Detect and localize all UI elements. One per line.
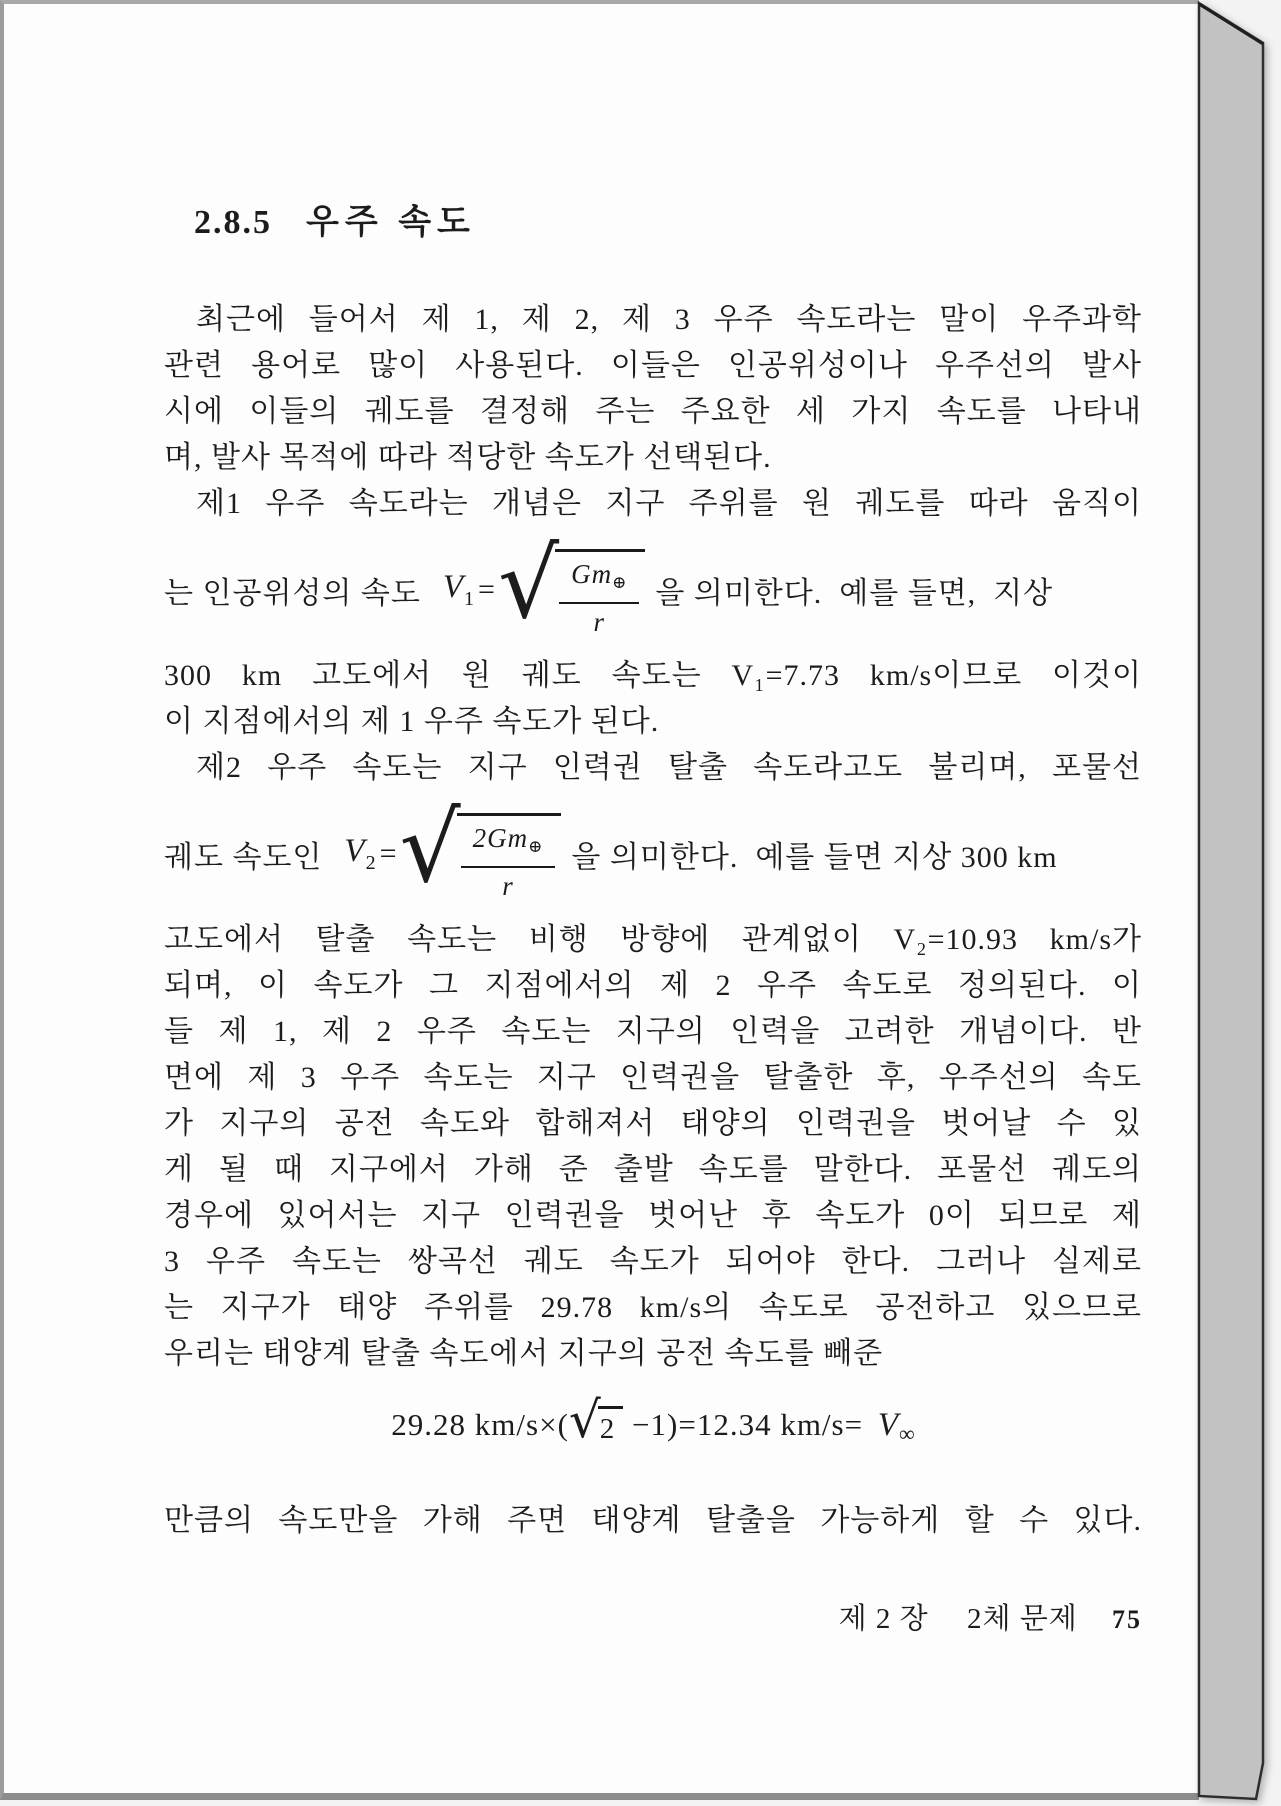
- radicand: [555, 549, 645, 637]
- footer-chapter: 제 2 장: [838, 1603, 929, 1635]
- text-line: 제1 우주 속도라는 개념은 지구 주위를 원 궤도를 따라 움직이: [196, 487, 1142, 520]
- page-footer: [164, 1596, 1142, 1637]
- paragraph-1: [164, 297, 1142, 481]
- text-line: 경우에 있어서는 지구 인력권을 벗어난 후 속도가 0이 되므로 제: [164, 1199, 1142, 1232]
- v2-formula: [344, 791, 561, 904]
- text-line: 되며, 이 속도가 그 지점에서의 제 2 우주 속도로 정의된다. 이: [164, 969, 1142, 1002]
- text-line: 고도에서 탈출 속도는 비행 방향에 관계없이 V₂=10.93 km/s가: [164, 923, 1142, 956]
- formula-text-before: 궤도 속도인: [164, 841, 323, 874]
- text-line: 관련 용어로 많이 사용된다. 이들은 인공위성이나 우주선의 발사: [164, 349, 1142, 382]
- square-root: [497, 527, 645, 640]
- text-line: 게 될 때 지구에서 가해 준 출발 속도를 말한다. 포물선 궤도의: [164, 1153, 1142, 1186]
- equation-left: 29.28 km/s×(: [391, 1407, 569, 1442]
- variable-v2: $V_2$: [344, 833, 376, 874]
- section-title: 우주 속도: [306, 204, 476, 241]
- text-line: 우리는 태양계 탈출 속도에서 지구의 공전 속도를 빼준: [164, 1337, 884, 1370]
- section-heading: [194, 194, 1142, 243]
- page-corner-fold-line: [1199, 4, 1263, 44]
- fraction: [461, 823, 556, 901]
- square-root: [568, 1391, 623, 1449]
- equals-sign: =: [478, 573, 496, 606]
- text-line: 이 지점에서의 제 1 우주 속도가 된다.: [164, 705, 660, 738]
- displayed-equation: [164, 1391, 1142, 1460]
- section-number: 2.8.5: [194, 204, 272, 241]
- text-line: 300 km 고도에서 원 궤도 속도는 V₁=7.73 km/s이므로 이것이: [164, 659, 1142, 692]
- fraction: [559, 559, 639, 637]
- text-line: 3 우주 속도는 쌍곡선 궤도 속도가 되어야 한다. 그러나 실제로: [164, 1245, 1142, 1278]
- text-line: 며, 발사 목적에 따라 적당한 속도가 선택된다.: [164, 441, 772, 474]
- page-edge-shape: [1199, 3, 1263, 1799]
- variable-v1: $V_1$: [442, 569, 475, 610]
- radicand: [457, 813, 562, 901]
- fraction-denominator: r: [593, 606, 605, 637]
- text-line: 들 제 1, 제 2 우주 속도는 지구의 인력을 고려한 개념이다. 반: [164, 1015, 1142, 1048]
- paragraph-3: [164, 745, 1142, 1377]
- text-line: 는 지구가 태양 주위를 29.78 km/s의 속도로 공전하고 있으므로: [164, 1291, 1142, 1324]
- fraction-denominator: r: [502, 870, 514, 901]
- fraction-numerator: $2Gm_\oplus$: [461, 823, 556, 868]
- text-line: 면에 제 3 우주 속도는 지구 인력권을 탈출한 후, 우주선의 속도: [164, 1061, 1142, 1094]
- variable-v-infinity: $V_\infty$: [877, 1407, 915, 1446]
- radicand: 2: [598, 1406, 624, 1447]
- fraction-numerator: $Gm_\oplus$: [559, 559, 639, 604]
- equals-sign: =: [379, 837, 398, 870]
- radical-sign-icon: √: [399, 791, 462, 904]
- v1-formula: [442, 527, 646, 640]
- footer-section: 2체 문제: [966, 1603, 1078, 1635]
- inline-formula-line-v2: [164, 791, 1142, 917]
- formula-text-after: 을 의미한다. 예를 들면 지상 300 km: [571, 841, 1058, 874]
- radical-sign-icon: √: [497, 527, 561, 640]
- text-line: 최근에 들어서 제 1, 제 2, 제 3 우주 속도라는 말이 우주과학: [196, 303, 1142, 336]
- text-line: 제2 우주 속도는 지구 인력권 탈출 속도라고도 불리며, 포물선: [196, 751, 1142, 784]
- formula-text-before: 는 인공위성의 속도: [164, 577, 421, 610]
- page-content: [164, 194, 1142, 1637]
- formula-text-after: 을 의미한다. 예를 들면, 지상: [655, 577, 1054, 610]
- page-number: 75: [1112, 1605, 1142, 1634]
- text-line: 가 지구의 공전 속도와 합해져서 태양의 인력권을 벗어날 수 있: [164, 1107, 1142, 1140]
- inline-formula-line-v1: [164, 527, 1142, 653]
- square-root: [399, 791, 562, 904]
- closing-line: 만큼의 속도만을 가해 주면 태양계 탈출을 가능하게 할 수 있다.: [164, 1504, 1142, 1537]
- radical-sign-icon: √: [568, 1391, 602, 1449]
- text-line: 시에 이들의 궤도를 결정해 주는 주요한 세 가지 속도를 나타내: [164, 395, 1142, 428]
- equation-right: −1)=12.34 km/s=: [623, 1407, 872, 1442]
- paragraph-2: [164, 481, 1142, 745]
